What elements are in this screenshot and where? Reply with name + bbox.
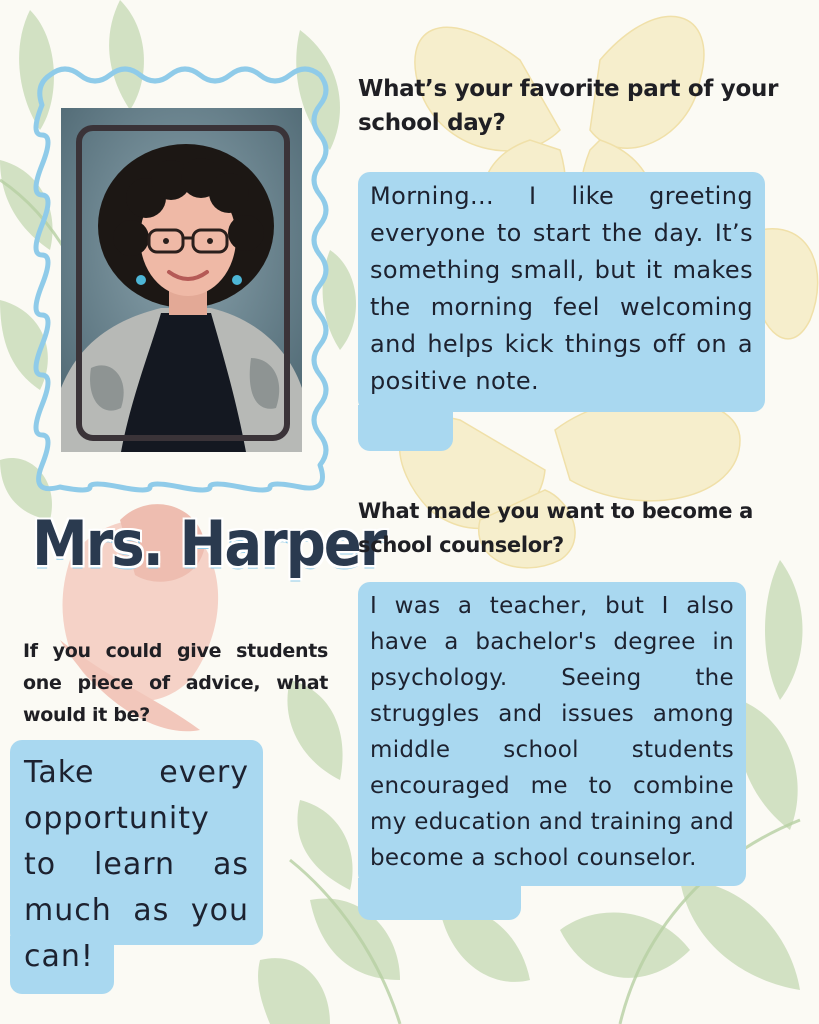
answer-text: I was a teacher, but I also have a bachelor's degree in psychology. Seeing the struggles and issues among middle school students encouraged me to combine my education and training and become a school counselor.	[370, 593, 734, 871]
answer-why-counselor	[358, 582, 746, 886]
answer-advice	[10, 740, 263, 974]
teacher-name: Mrs. Harper	[32, 508, 386, 581]
question-favorite-part: What’s your favorite part of your school day?	[358, 76, 779, 136]
answer-favorite-part	[358, 172, 765, 412]
answer-text: Morning... I like greeting everyone to start the day. It’s something small, but it makes the morning feel welcoming and helps kick things off on a positive note.	[370, 182, 753, 395]
portrait-photo	[61, 108, 302, 452]
question-why-counselor: What made you want to become a school counselor?	[358, 499, 754, 557]
answer-text: Take every opportunity to learn as much as you can!	[24, 755, 249, 974]
question-advice: If you could give students one piece of advice, what would it be?	[23, 640, 328, 726]
